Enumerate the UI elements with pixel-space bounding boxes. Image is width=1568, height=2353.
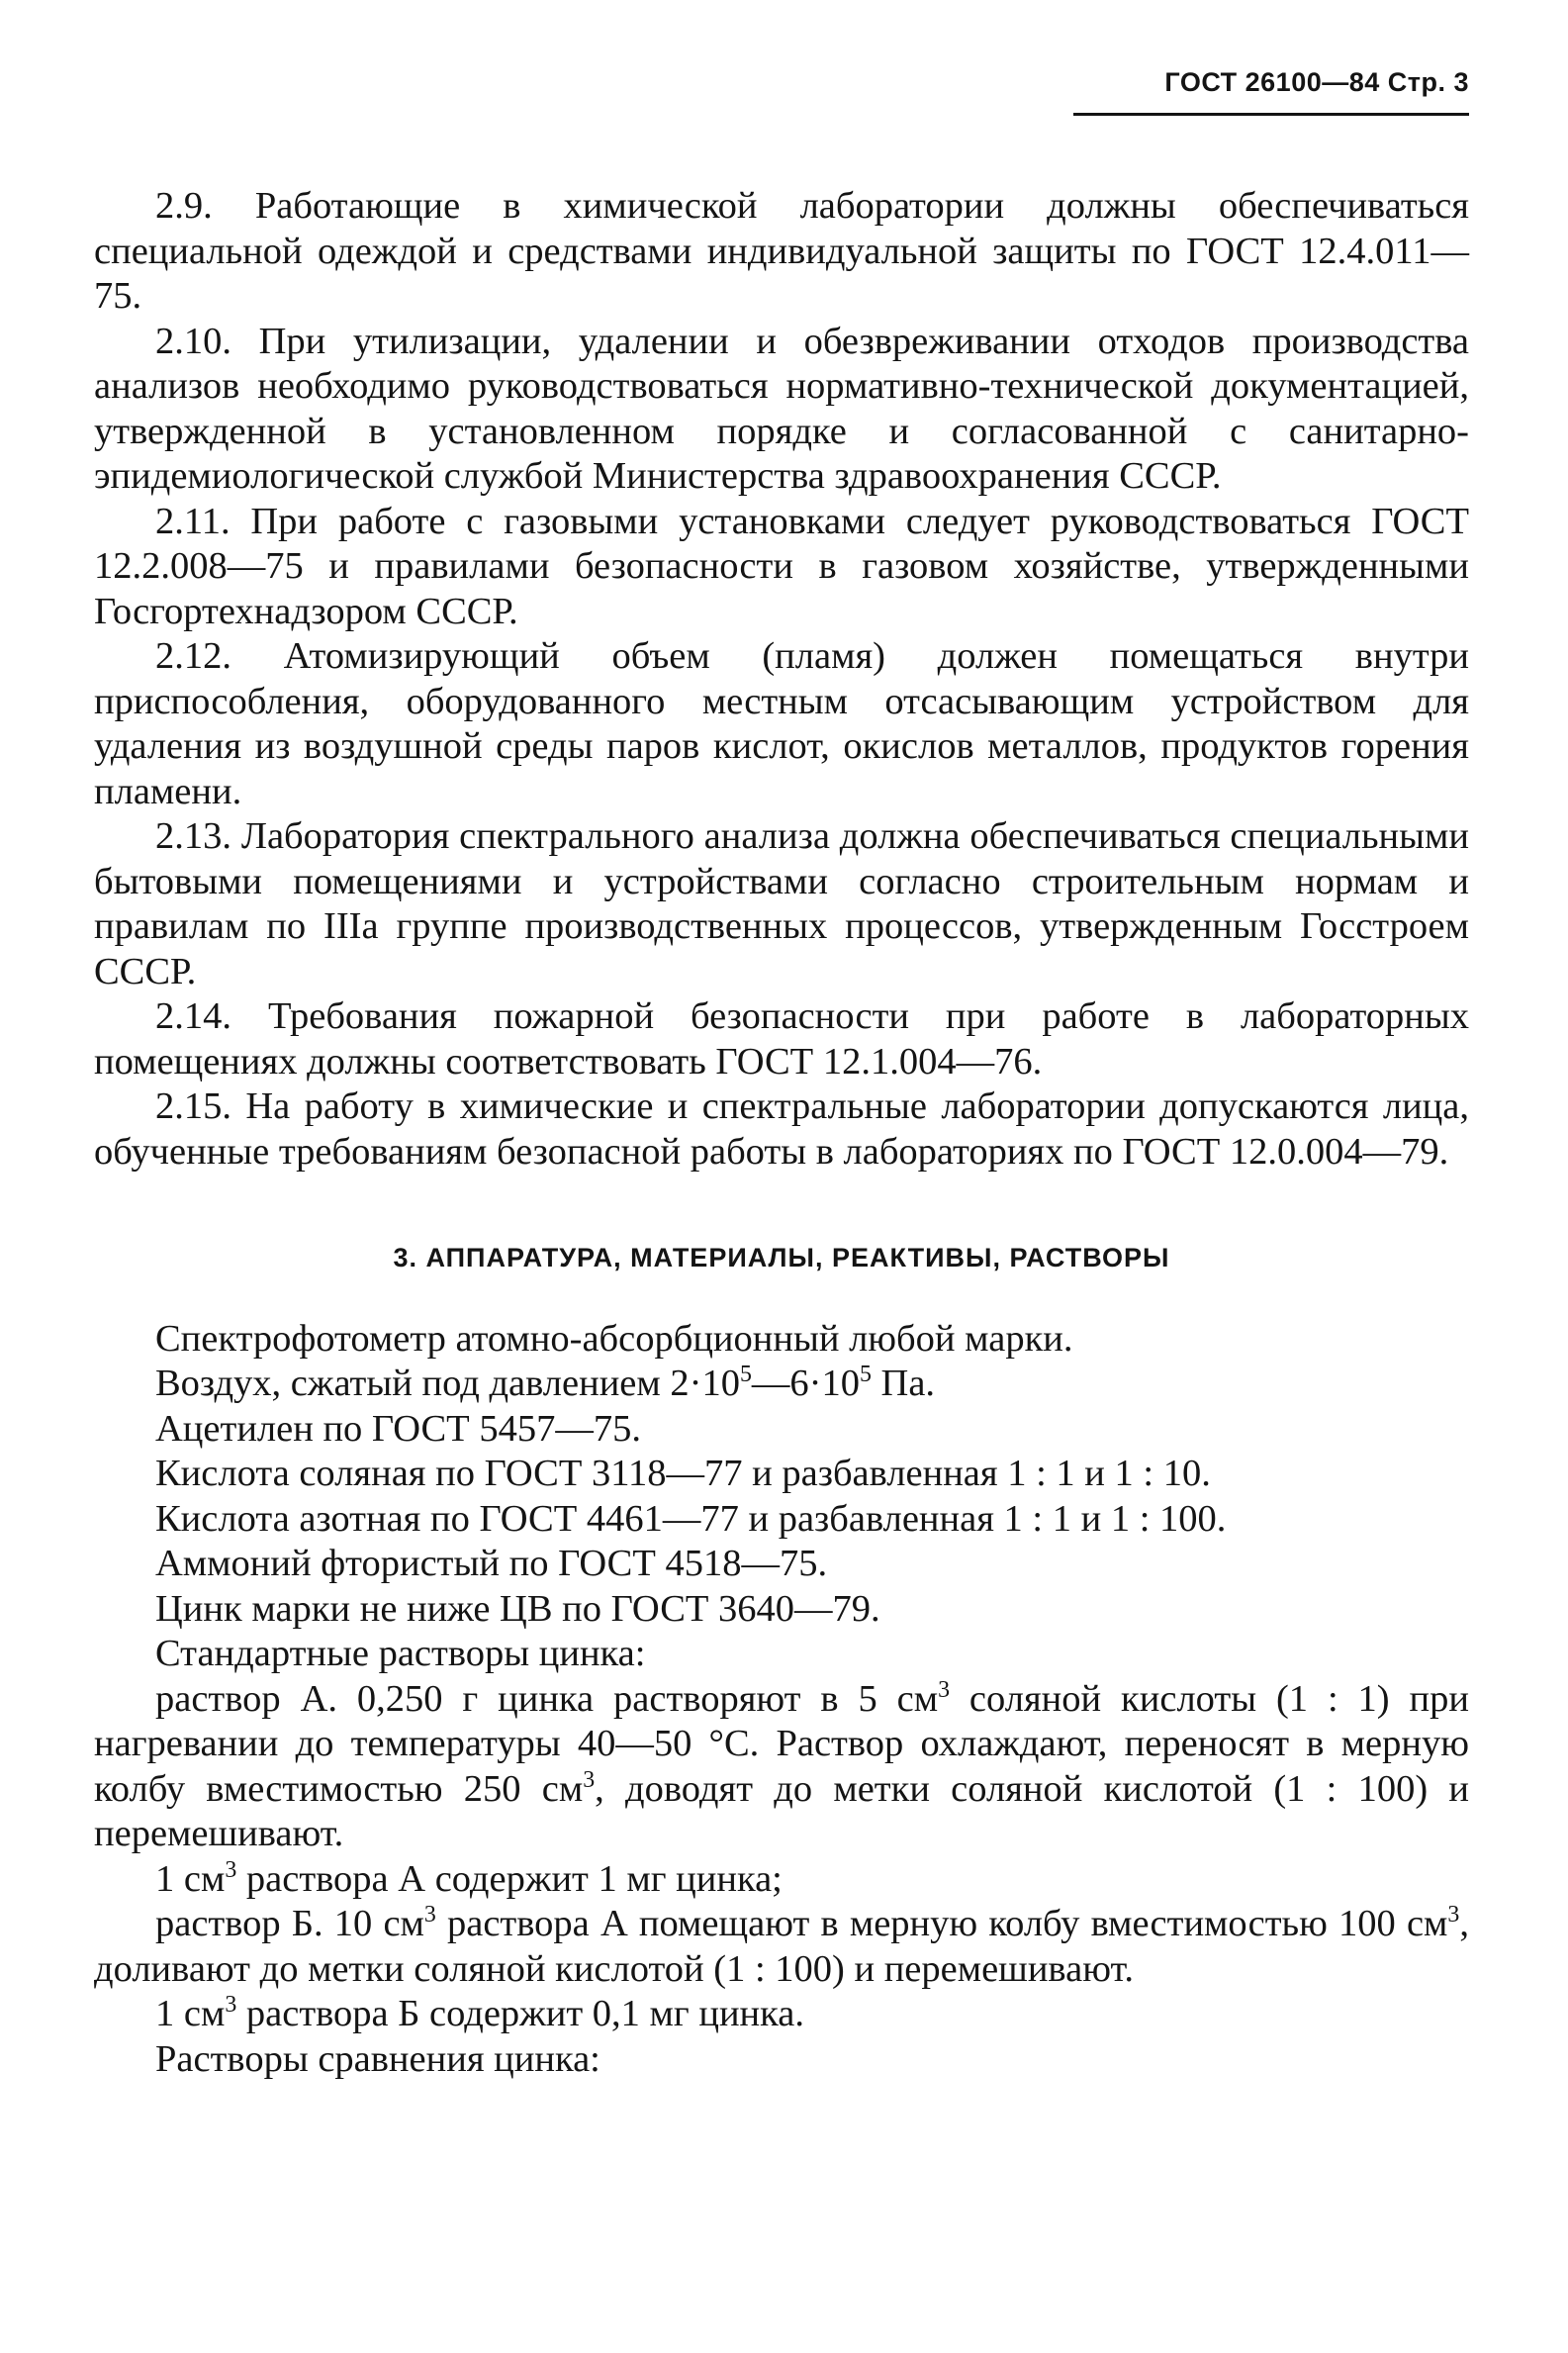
solution-a-superscript-1: 3 [938, 1676, 951, 1703]
solution-b-superscript-2: 3 [1447, 1902, 1460, 1929]
paragraph-spectrophotometer: Спектрофотометр атомно-абсорбционный любой марки. [155, 1317, 1073, 1360]
solution-a-text-a: раствор А. 0,250 г цинка растворяют в 5 см [155, 1677, 939, 1720]
air-text-b: —6·10 [751, 1363, 860, 1404]
paragraph-zinc: Цинк марки не ниже ЦВ по ГОСТ 3640—79. [155, 1587, 880, 1630]
solution-b-text-c: , доливают до метки соляной кислотой (1 : 100) и перемешивают. [94, 1903, 1469, 1990]
solution-a-content-text-b: раствора А содержит 1 мг цинка; [236, 1857, 783, 1900]
solution-a-content-text-a: 1 см [155, 1857, 226, 1900]
solution-b-superscript-1: 3 [423, 1902, 436, 1929]
page-header [94, 59, 1469, 115]
air-superscript-2: 5 [859, 1362, 872, 1388]
air-text-c: Па. [871, 1363, 936, 1404]
section-3-title: 3. АППАРАТУРА, МАТЕРИАЛЫ, РЕАКТИВЫ, РАСТВОРЫ [393, 1243, 1170, 1272]
paragraph-standard-solutions: Стандартные растворы цинка: [155, 1633, 646, 1674]
paragraph-solution-b-content [94, 1992, 1469, 2037]
paragraph-2-13: 2.13. Лаборатория спектрального анализа должна обеспечиваться специальными бытовыми помещениями и устройствами согласно строительным нормам и правилам по IIIа группе производственных процессов, утвержденным Госстроем СССР. [94, 815, 1469, 992]
solution-b-content-text-b: раствора Б содержит 0,1 мг цинка. [236, 1993, 804, 2034]
solution-b-content-text-a: 1 см [155, 1993, 226, 2034]
paragraph-2-14: 2.14. Требования пожарной безопасности при работе в лабораторных помещениях должны соответствовать ГОСТ 12.1.004—76. [94, 995, 1469, 1082]
solution-a-content-superscript: 3 [225, 1856, 237, 1883]
paragraph-hydrochloric-acid: Кислота соляная по ГОСТ 3118—77 и разбавленная 1 : 1 и 1 : 10. [155, 1453, 1211, 1494]
header-rule [1073, 113, 1469, 116]
paragraph-solution-a-content [94, 1857, 1469, 1903]
paragraph-solution-b [94, 1902, 1469, 1992]
solution-b-content-superscript: 3 [225, 1992, 237, 2019]
paragraph-acetylene: Ацетилен по ГОСТ 5457—75. [155, 1407, 641, 1450]
solution-b-text-b: раствора А помещают в мерную колбу вместимостью 100 см [435, 1903, 1448, 1944]
paragraph-2-9: 2.9. Работающие в химической лаборатории должны обеспечиваться специальной одеждой и средствами индивидуальной защиты по ГОСТ 12.4.011—75. [94, 185, 1469, 317]
paragraph-2-15: 2.15. На работу в химические и спектральные лаборатории допускаются лица, обученные требованиям безопасной работы в лабораториях по ГОСТ 12.0.004—79. [94, 1085, 1469, 1173]
solution-a-superscript-2: 3 [583, 1766, 596, 1793]
paragraph-2-10: 2.10. При утилизации, удалении и обезвреживании отходов производства анализов необходимо руководствоваться нормативно-технической документацией, утвержденной в установленном порядке и согласованной с санитарно-эпидемиологической службой Министерства здравоохранения СССР. [94, 320, 1469, 497]
paragraph-air [94, 1362, 1469, 1407]
paragraph-2-11: 2.11. При работе с газовыми установками следует руководствоваться ГОСТ 12.2.008—75 и правилами безопасности в газовом хозяйстве, утвержденными Госгортехнадзором СССР. [94, 500, 1469, 632]
paragraph-solution-a [94, 1677, 1469, 1857]
document-body [94, 184, 1469, 2082]
air-text-a: Воздух, сжатый под давлением 2·10 [155, 1363, 740, 1404]
paragraph-2-12: 2.12. Атомизирующий объем (пламя) должен помещаться внутри приспособления, оборудованного местным отсасывающим устройством для удаления из воздушной среды паров кислот, окислов металлов, продуктов горения пламени. [94, 635, 1469, 812]
solution-a-text-b: соляной кислоты (1 : 1) при нагревании до температуры 40—50 °С. Раствор охлаждают, переносят в мерную колбу вместимостью 250 см [94, 1677, 1469, 1810]
paragraph-nitric-acid: Кислота азотная по ГОСТ 4461—77 и разбавленная 1 : 1 и 1 : 100. [155, 1497, 1227, 1540]
paragraph-comparison-solutions: Растворы сравнения цинка: [155, 2037, 600, 2080]
air-superscript-1: 5 [739, 1362, 752, 1388]
solution-a-text-c: , доводят до метки соляной кислотой (1 : 100) и перемешивают. [94, 1767, 1469, 1854]
document-page [94, 59, 1469, 2082]
paragraph-ammonium-fluoride: Аммоний фтористый по ГОСТ 4518—75. [155, 1543, 828, 1584]
solution-b-text-a: раствор Б. 10 см [155, 1903, 424, 1944]
page-header-text: ГОСТ 26100—84 Стр. 3 [1164, 67, 1469, 97]
